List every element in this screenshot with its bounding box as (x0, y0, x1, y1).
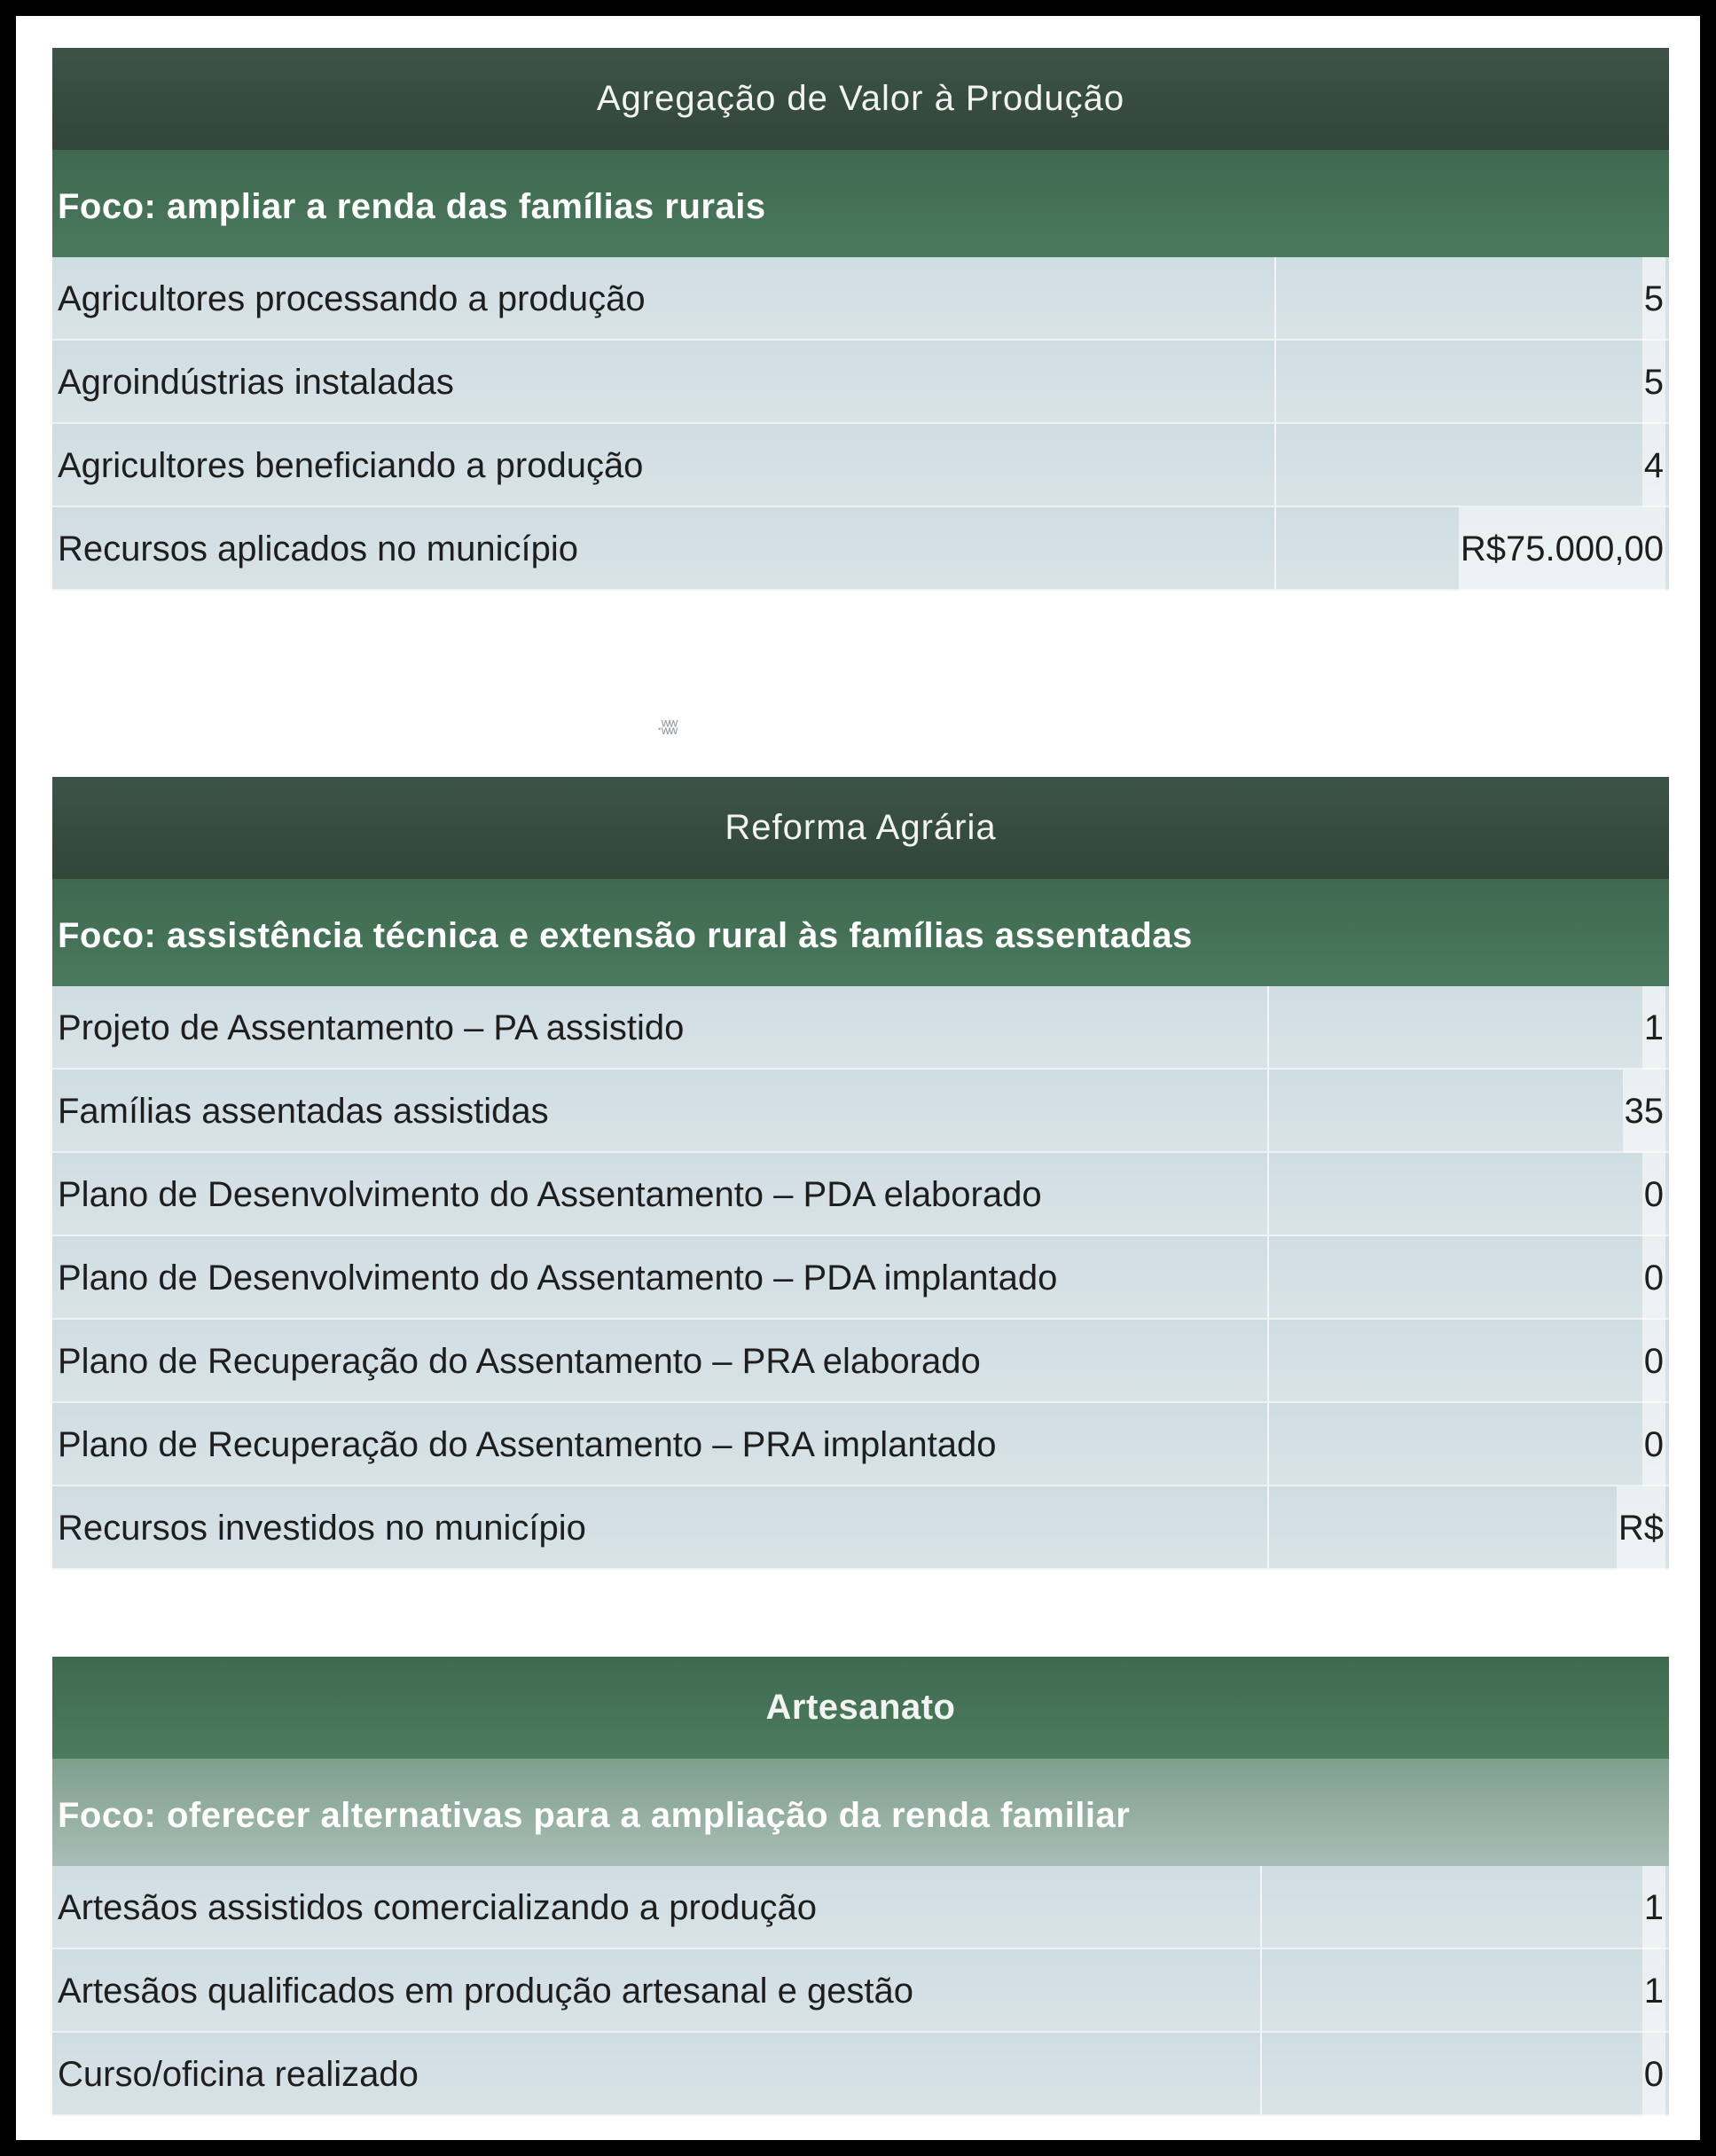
section-focus: Foco: ampliar a renda das famílias rurais (52, 150, 1669, 257)
table-row (52, 986, 1669, 1070)
row-label: Plano de Desenvolvimento do Assentamento – PDA elaborado (58, 1175, 1042, 1214)
table-row (52, 1070, 1669, 1153)
row-value: 0 (1642, 2033, 1665, 2116)
table-row (52, 257, 1669, 341)
row-value: 0 (1642, 1403, 1665, 1486)
table-row (52, 1403, 1669, 1486)
row-value: 4 (1642, 424, 1665, 507)
row-value: 0 (1642, 1153, 1665, 1236)
row-value: 35 (1623, 1070, 1666, 1153)
row-label: Agricultores processando a produção (58, 279, 646, 318)
table-row (52, 1949, 1669, 2033)
table-row (52, 1866, 1669, 1949)
row-label: Agroindústrias instaladas (58, 363, 454, 402)
row-label: Recursos investidos no município (58, 1509, 586, 1548)
section-title: Reforma Agrária (52, 777, 1669, 879)
row-label: Artesãos qualificados em produção artesanal e gestão (58, 1972, 914, 2011)
row-value: R$ (1617, 1486, 1665, 1570)
row-value: 0 (1642, 1320, 1665, 1403)
row-label: Artesãos assistidos comercializando a produção (58, 1888, 817, 1927)
row-value: 0 (1642, 1236, 1665, 1320)
row-value: 5 (1642, 341, 1665, 424)
scan-speck: ·ʬʬ (656, 717, 677, 739)
document-page (16, 16, 1700, 2140)
section-artesanato (52, 1657, 1669, 2116)
table-row (52, 1320, 1669, 1403)
row-label: Plano de Recuperação do Assentamento – PRA implantado (58, 1425, 997, 1464)
table-row (52, 2033, 1669, 2116)
row-value: 1 (1642, 1866, 1665, 1949)
section-title: Artesanato (52, 1657, 1669, 1759)
row-value: 1 (1642, 986, 1665, 1070)
row-label: Plano de Desenvolvimento do Assentamento – PDA implantado (58, 1258, 1058, 1298)
table-row (52, 1153, 1669, 1236)
row-label: Agricultores beneficiando a produção (58, 446, 644, 485)
row-value: 1 (1642, 1949, 1665, 2033)
section-agregacao-valor (52, 48, 1669, 591)
row-value: R$75.000,00 (1459, 507, 1665, 591)
row-label: Famílias assentadas assistidas (58, 1092, 549, 1131)
section-focus: Foco: oferecer alternativas para a ampliação da renda familiar (52, 1759, 1669, 1866)
row-label: Projeto de Assentamento – PA assistido (58, 1008, 685, 1047)
table-row (52, 1486, 1669, 1570)
table-row (52, 507, 1669, 591)
section-title: Agregação de Valor à Produção (52, 48, 1669, 150)
section-reforma-agraria (52, 777, 1669, 1570)
table-row (52, 1236, 1669, 1320)
table-row (52, 424, 1669, 507)
table-row (52, 341, 1669, 424)
row-label: Plano de Recuperação do Assentamento – PRA elaborado (58, 1342, 981, 1381)
row-value: 5 (1642, 257, 1665, 341)
row-label: Curso/oficina realizado (58, 2055, 419, 2094)
row-label: Recursos aplicados no município (58, 529, 578, 568)
section-focus: Foco: assistência técnica e extensão rural às famílias assentadas (52, 879, 1669, 986)
